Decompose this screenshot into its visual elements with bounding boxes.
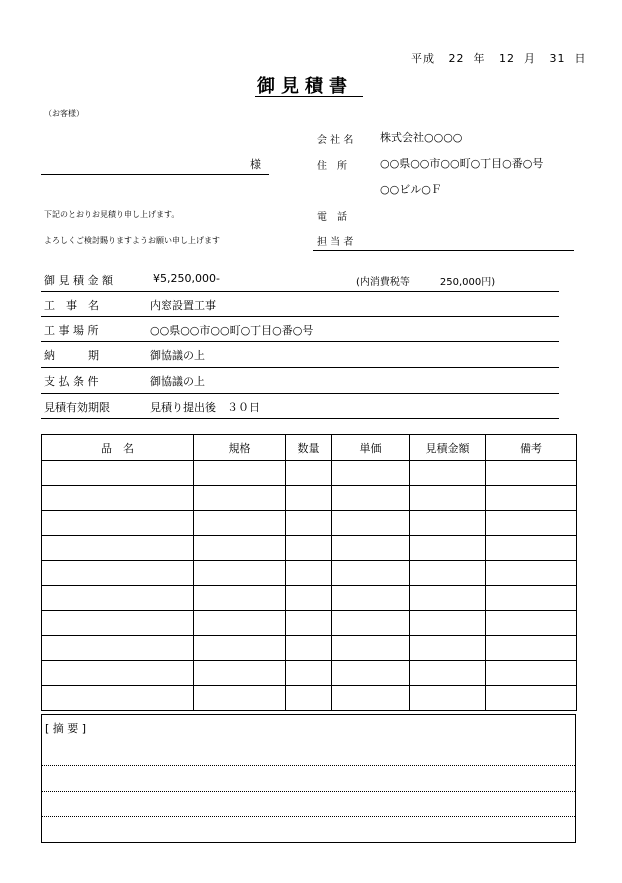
- table-cell: [194, 686, 286, 711]
- memo-box: [41, 714, 576, 843]
- table-cell: [286, 611, 332, 636]
- table-cell: [486, 511, 577, 536]
- table-cell: [42, 661, 194, 686]
- greeting-line1: 下記のとおりお見積り申し上げます。: [44, 210, 180, 219]
- table-cell: [410, 586, 486, 611]
- table-cell: [486, 586, 577, 611]
- company-name: 株式会社○○○○: [380, 131, 463, 144]
- summary-label-construction: 工 事 名: [44, 299, 99, 312]
- table-cell: [410, 511, 486, 536]
- table-cell: [286, 486, 332, 511]
- table-cell: [332, 486, 410, 511]
- table-cell: [410, 636, 486, 661]
- table-cell: [486, 486, 577, 511]
- table-row: [42, 461, 577, 486]
- summary-line-4: [41, 393, 559, 394]
- date-era: 平成: [411, 52, 435, 65]
- summary-line-2: [41, 341, 559, 342]
- table-cell: [42, 611, 194, 636]
- table-cell: [410, 461, 486, 486]
- table-cell: [410, 561, 486, 586]
- table-row: [42, 536, 577, 561]
- company-name-label: 会 社 名: [317, 135, 354, 146]
- header-spec: 規格: [194, 435, 286, 461]
- table-cell: [194, 636, 286, 661]
- date-day-unit: 日: [574, 52, 587, 65]
- table-cell: [194, 661, 286, 686]
- header-remarks: 備考: [486, 435, 577, 461]
- table-cell: [42, 536, 194, 561]
- table-row: [42, 661, 577, 686]
- table-cell: [42, 686, 194, 711]
- table-cell: [194, 561, 286, 586]
- table-cell: [42, 636, 194, 661]
- company-address-line1: ○○県○○市○○町○丁目○番○号: [380, 157, 544, 170]
- header-estimate-amount: 見積金額: [410, 435, 486, 461]
- table-cell: [410, 486, 486, 511]
- customer-name-line: [41, 174, 269, 175]
- table-cell: [42, 511, 194, 536]
- table-cell: [332, 461, 410, 486]
- table-cell: [194, 611, 286, 636]
- company-address-line2: ○○ビル○Ｆ: [380, 183, 442, 196]
- table-row: [42, 561, 577, 586]
- tax-note: (内消費税等 250,000円): [356, 277, 496, 288]
- table-cell: [410, 661, 486, 686]
- memo-label: [ 摘 要 ]: [45, 722, 87, 735]
- date-month: 12: [499, 52, 515, 65]
- customer-sama: 様: [250, 158, 261, 171]
- table-cell: [286, 536, 332, 561]
- table-cell: [286, 461, 332, 486]
- table-cell: [486, 461, 577, 486]
- table-cell: [332, 586, 410, 611]
- table-cell: [194, 461, 286, 486]
- table-cell: [42, 561, 194, 586]
- table-cell: [332, 561, 410, 586]
- table-cell: [486, 536, 577, 561]
- summary-value-construction: 内窓設置工事: [150, 299, 216, 312]
- summary-value-delivery: 御協議の上: [150, 349, 205, 362]
- date: [411, 50, 587, 66]
- date-month-unit: 月: [524, 52, 536, 65]
- document-title: 御見積書: [257, 76, 353, 97]
- table-cell: [42, 586, 194, 611]
- table-cell: [332, 636, 410, 661]
- table-cell: [332, 611, 410, 636]
- table-row: [42, 586, 577, 611]
- table-row: [42, 486, 577, 511]
- table-cell: [286, 561, 332, 586]
- summary-value-site: ○○県○○市○○町○丁目○番○号: [150, 324, 314, 337]
- table-cell: [410, 686, 486, 711]
- summary-value-payment: 御協議の上: [150, 375, 205, 388]
- summary-label-payment: 支 払 条 件: [44, 375, 99, 388]
- items-body: [42, 461, 577, 711]
- table-cell: [286, 586, 332, 611]
- company-phone-label: 電 話: [317, 212, 347, 223]
- title-underline: [255, 96, 363, 97]
- company-address-label: 住 所: [317, 161, 347, 172]
- table-cell: [410, 536, 486, 561]
- memo-line-1: [42, 765, 575, 766]
- table-row: [42, 686, 577, 711]
- date-year: 22: [448, 52, 465, 65]
- table-cell: [332, 536, 410, 561]
- memo-line-2: [42, 791, 575, 792]
- table-cell: [332, 661, 410, 686]
- customer-label: （お客様）: [44, 109, 84, 118]
- summary-label-site: 工 事 場 所: [44, 324, 99, 337]
- table-cell: [486, 611, 577, 636]
- table-cell: [194, 536, 286, 561]
- header-item-name: 品 名: [42, 435, 194, 461]
- table-cell: [332, 686, 410, 711]
- table-cell: [194, 586, 286, 611]
- amount-value: ¥5,250,000-: [153, 272, 220, 285]
- table-row: [42, 611, 577, 636]
- table-cell: [194, 511, 286, 536]
- company-contact-line: [313, 250, 574, 251]
- greeting-line2: よろしくご検討賜りますようお願い申し上げます: [44, 236, 220, 245]
- table-cell: [486, 661, 577, 686]
- header-unit-price: 単価: [332, 435, 410, 461]
- table-cell: [286, 511, 332, 536]
- table-cell: [486, 686, 577, 711]
- table-cell: [332, 511, 410, 536]
- summary-label-validity: 見積有効期限: [44, 401, 110, 414]
- table-row: [42, 636, 577, 661]
- amount-label: 御 見 積 金 額: [44, 274, 113, 287]
- header-quantity: 数量: [286, 435, 332, 461]
- table-cell: [410, 611, 486, 636]
- summary-value-validity: 見積り提出後 ３０日: [150, 401, 260, 414]
- table-cell: [286, 636, 332, 661]
- summary-label-delivery: 納 期: [44, 349, 99, 362]
- date-day: 31: [549, 52, 566, 65]
- table-cell: [286, 686, 332, 711]
- date-year-unit: 年: [473, 52, 486, 65]
- summary-line-0: [41, 291, 559, 292]
- table-row: [42, 511, 577, 536]
- table-cell: [486, 636, 577, 661]
- table-cell: [42, 486, 194, 511]
- table-cell: [486, 561, 577, 586]
- table-cell: [194, 486, 286, 511]
- items-table: [41, 434, 577, 711]
- company-contact-label: 担 当 者: [317, 237, 354, 248]
- table-cell: [286, 661, 332, 686]
- summary-line-3: [41, 367, 559, 368]
- memo-line-3: [42, 816, 575, 817]
- table-cell: [42, 461, 194, 486]
- summary-line-5: [41, 418, 559, 419]
- summary-line-1: [41, 316, 559, 317]
- items-header-row: [42, 435, 577, 461]
